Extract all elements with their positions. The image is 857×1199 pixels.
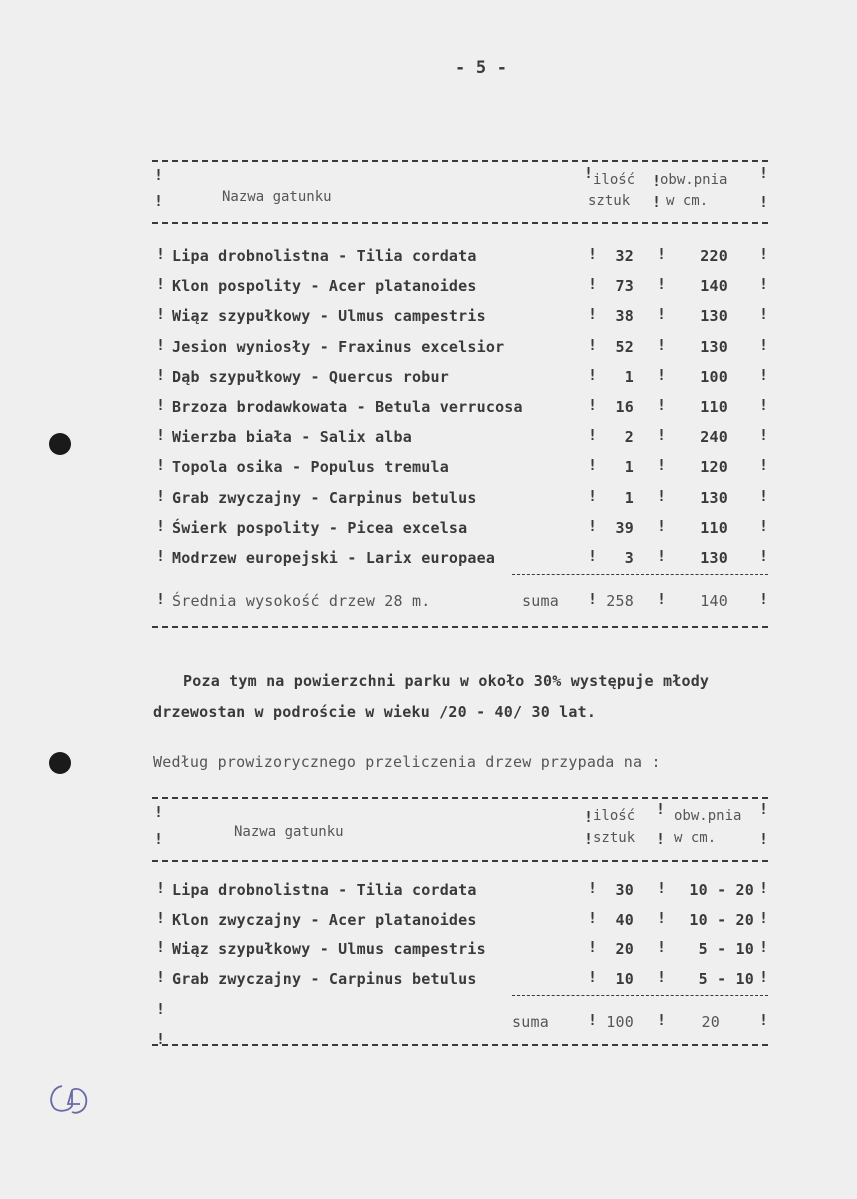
table2-summary-border-left: !: [156, 1000, 166, 1018]
paragraph-line-1: Poza tym na powierzchni parku w około 30% występuje młody: [183, 672, 710, 690]
table2-header-circ-1: obw.pnia: [674, 808, 742, 824]
table-row-sep-2: !: [657, 486, 667, 505]
table-row-circ: 10 - 20: [689, 910, 754, 929]
table2-summary-sep-2: !: [657, 1011, 667, 1029]
table-row-circ: 100: [700, 367, 728, 386]
table1-sum-rule: [512, 574, 768, 575]
table2-header-border-right-2: !: [759, 830, 769, 848]
table1-summary-count: 258: [606, 592, 634, 610]
table-row-border-left: !: [156, 365, 166, 384]
table-row-sep-1: !: [588, 547, 598, 565]
table1-header-name: Nazwa gatunku: [222, 189, 332, 205]
table1-header-sep-2: !: [652, 172, 662, 190]
table-row-name: Lipa drobnolistna - Tilia cordata: [172, 881, 477, 899]
table1-header-count-2: sztuk: [588, 193, 631, 209]
table1-summary-label: Średnia wysokość drzew 28 m.: [172, 592, 431, 610]
table-row-name: Wiąz szypułkowy - Ulmus campestris: [172, 940, 486, 958]
table2-summary-suma: suma: [512, 1013, 549, 1031]
table-row-border-left: !: [156, 547, 166, 565]
table-row-circ: 130: [700, 337, 728, 356]
table1-header-sep-2b: !: [652, 193, 662, 211]
table2-header-count-2: sztuk: [593, 830, 636, 846]
table1-summary-border-right: !: [759, 590, 769, 608]
table1-header-border-left: !: [154, 166, 164, 184]
table-row-name: Klon zwyczajny - Acer platanoides: [172, 910, 477, 929]
table2-header-border-left-2: !: [154, 830, 164, 848]
table1-bottom-rule: [152, 626, 768, 628]
table-row-circ: 240: [700, 428, 728, 447]
table-row-sep-2: !: [657, 335, 667, 354]
table-row-sep-1: !: [588, 426, 598, 445]
table-row-count: 73: [615, 277, 634, 296]
table-row-border-left: !: [156, 426, 166, 445]
table-row-border-right: !: [759, 305, 769, 324]
table1-summary-border-left: !: [156, 590, 166, 608]
table-row-border-left: !: [156, 305, 166, 324]
table-row-sep-2: !: [657, 396, 667, 414]
table2-header-sep-1b: !: [584, 830, 594, 848]
table1-header-border-right: !: [759, 164, 769, 182]
table-row-border-right: !: [759, 879, 769, 897]
table1-header-sep-1: !: [584, 164, 594, 182]
table-row-sep-1: !: [588, 938, 598, 956]
table-row-border-right: !: [759, 396, 769, 414]
table-row-sep-1: !: [588, 275, 598, 294]
table-row-name: Grab zwyczajny - Carpinus betulus: [172, 969, 477, 988]
table-row-border-left: !: [156, 486, 166, 505]
table-row-sep-2: !: [657, 305, 667, 324]
table-row-circ: 140: [700, 277, 728, 296]
table2-header-sep-2b: !: [656, 830, 666, 848]
table1-header-count-1: ilość: [593, 172, 636, 188]
table-row-count: 10: [615, 969, 634, 988]
table-row-sep-1: !: [588, 396, 598, 414]
punch-hole-upper: [49, 433, 71, 455]
table1-header-border-left-2: !: [154, 192, 164, 210]
table1-summary-suma: suma: [522, 592, 559, 610]
table-row-border-right: !: [759, 908, 769, 927]
table-row-border-right: !: [759, 967, 769, 986]
table-row-border-right: !: [759, 365, 769, 384]
table-row-sep-1: !: [588, 908, 598, 927]
table1-header-border-right-2: !: [759, 193, 769, 211]
table-row-sep-1: !: [588, 305, 598, 324]
table-row-sep-1: !: [588, 516, 598, 535]
table-row-name: Topola osika - Populus tremula: [172, 458, 449, 477]
table-row-border-left: !: [156, 456, 166, 475]
table-row-circ: 130: [700, 549, 728, 567]
table-row-border-left: !: [156, 335, 166, 354]
table-row-sep-1: !: [588, 245, 598, 263]
table-row-border-right: !: [759, 456, 769, 475]
table-row-sep-2: !: [657, 879, 667, 897]
table-row-circ: 130: [700, 488, 728, 507]
table-row-count: 20: [615, 940, 634, 958]
table-row-sep-1: !: [588, 365, 598, 384]
table-row-sep-1: !: [588, 456, 598, 475]
table2-header-name: Nazwa gatunku: [234, 824, 344, 840]
punch-hole-lower: [49, 752, 71, 774]
table-row-border-left: !: [156, 967, 166, 986]
table2-summary-count: 100: [606, 1013, 634, 1031]
table-row-sep-1: !: [588, 879, 598, 897]
table-row-border-right: !: [759, 516, 769, 535]
table-row-border-right: !: [759, 245, 769, 263]
table-row-count: 39: [615, 518, 634, 537]
table-row-border-right: !: [759, 938, 769, 956]
table-row-border-right: !: [759, 426, 769, 445]
table-row-name: Klon pospolity - Acer platanoides: [172, 277, 477, 296]
table-row-circ: 130: [700, 307, 728, 326]
table-row-name: Wiąz szypułkowy - Ulmus campestris: [172, 307, 486, 326]
table-row-border-left: !: [156, 275, 166, 294]
table-row-border-left: !: [156, 908, 166, 927]
table-row-count: 30: [615, 881, 634, 899]
table-row-count: 3: [624, 549, 634, 567]
table1-summary-sep-2: !: [657, 590, 667, 608]
table-row-name: Lipa drobnolistna - Tilia cordata: [172, 247, 477, 265]
table-row-count: 2: [624, 428, 634, 447]
table-row-count: 32: [615, 247, 634, 265]
table-row-border-left: !: [156, 396, 166, 414]
table-row-circ: 220: [700, 247, 728, 265]
table-row-count: 38: [615, 307, 634, 326]
table-row-sep-1: !: [588, 486, 598, 505]
table2-header-border-left: !: [154, 803, 164, 821]
table-row-border-right: !: [759, 275, 769, 294]
table-row-sep-2: !: [657, 908, 667, 927]
table-row-sep-2: !: [657, 516, 667, 535]
table2-summary-border-left-2: !: [156, 1030, 166, 1048]
table-row-border-right: !: [759, 486, 769, 505]
table-row-sep-2: !: [657, 456, 667, 475]
table2-header-rule: [152, 860, 768, 862]
table2-header-sep-1: !: [584, 808, 594, 826]
table-row-name: Dąb szypułkowy - Quercus robur: [172, 367, 449, 386]
intro-line: Według prowizorycznego przeliczenia drzew przypada na :: [153, 753, 661, 771]
table2-bottom-rule: [152, 1044, 768, 1046]
table1-summary-sep-1: !: [588, 590, 598, 608]
table1-top-rule: [152, 160, 768, 162]
table2-sum-rule: [512, 995, 768, 996]
table-row-border-right: !: [759, 547, 769, 565]
table-row-sep-2: !: [657, 547, 667, 565]
table-row-sep-2: !: [657, 275, 667, 294]
table-row-sep-1: !: [588, 335, 598, 354]
table-row-sep-2: !: [657, 938, 667, 956]
table2-header-border-right: !: [759, 800, 769, 818]
handwritten-mark-icon: [46, 1082, 92, 1118]
table1-header-circ-2: w cm.: [666, 193, 709, 209]
table-row-count: 52: [615, 337, 634, 356]
table-row-border-left: !: [156, 938, 166, 956]
table-row-count: 40: [615, 910, 634, 929]
table-row-name: Wierzba biała - Salix alba: [172, 428, 412, 447]
table-row-name: Grab zwyczajny - Carpinus betulus: [172, 488, 477, 507]
table-row-name: Modrzew europejski - Larix europaea: [172, 549, 496, 567]
table-row-sep-2: !: [657, 426, 667, 445]
page-number: - 5 -: [455, 58, 508, 78]
table-row-sep-2: !: [657, 245, 667, 263]
table-row-sep-2: !: [657, 967, 667, 986]
table-row-circ: 110: [700, 398, 728, 416]
table2-summary-circ: 20: [701, 1013, 720, 1031]
table-row-border-right: !: [759, 335, 769, 354]
table-row-name: Świerk pospolity - Picea excelsa: [172, 518, 468, 537]
table-row-circ: 5 - 10: [698, 940, 754, 958]
table-row-border-left: !: [156, 245, 166, 263]
table1-header-rule: [152, 222, 768, 224]
table2-top-rule: [152, 797, 768, 799]
table1-summary-circ: 140: [700, 592, 728, 610]
table2-header-sep-2: !: [656, 800, 666, 818]
table-row-circ: 5 - 10: [698, 969, 754, 988]
table2-summary-border-right: !: [759, 1011, 769, 1029]
table-row-name: Brzoza brodawkowata - Betula verrucosa: [172, 398, 523, 416]
table-row-count: 16: [615, 398, 634, 416]
table-row-circ: 10 - 20: [689, 881, 754, 899]
table2-header-count-1: ilość: [593, 808, 636, 824]
table-row-count: 1: [624, 458, 634, 477]
table-row-sep-2: !: [657, 365, 667, 384]
table2-header-circ-2: w cm.: [674, 830, 717, 846]
table1-header-circ-1: obw.pnia: [660, 172, 728, 188]
table-row-border-left: !: [156, 879, 166, 897]
table-row-name: Jesion wyniosły - Fraxinus excelsior: [172, 337, 505, 356]
paragraph-line-2: drzewostan w podroście w wieku /20 - 40/ 30 lat.: [153, 703, 597, 721]
table-row-sep-1: !: [588, 967, 598, 986]
table-row-count: 1: [624, 367, 634, 386]
table-row-circ: 110: [700, 518, 728, 537]
table-row-border-left: !: [156, 516, 166, 535]
table-row-circ: 120: [700, 458, 728, 477]
table2-summary-sep-1: !: [588, 1011, 598, 1029]
table-row-count: 1: [624, 488, 634, 507]
